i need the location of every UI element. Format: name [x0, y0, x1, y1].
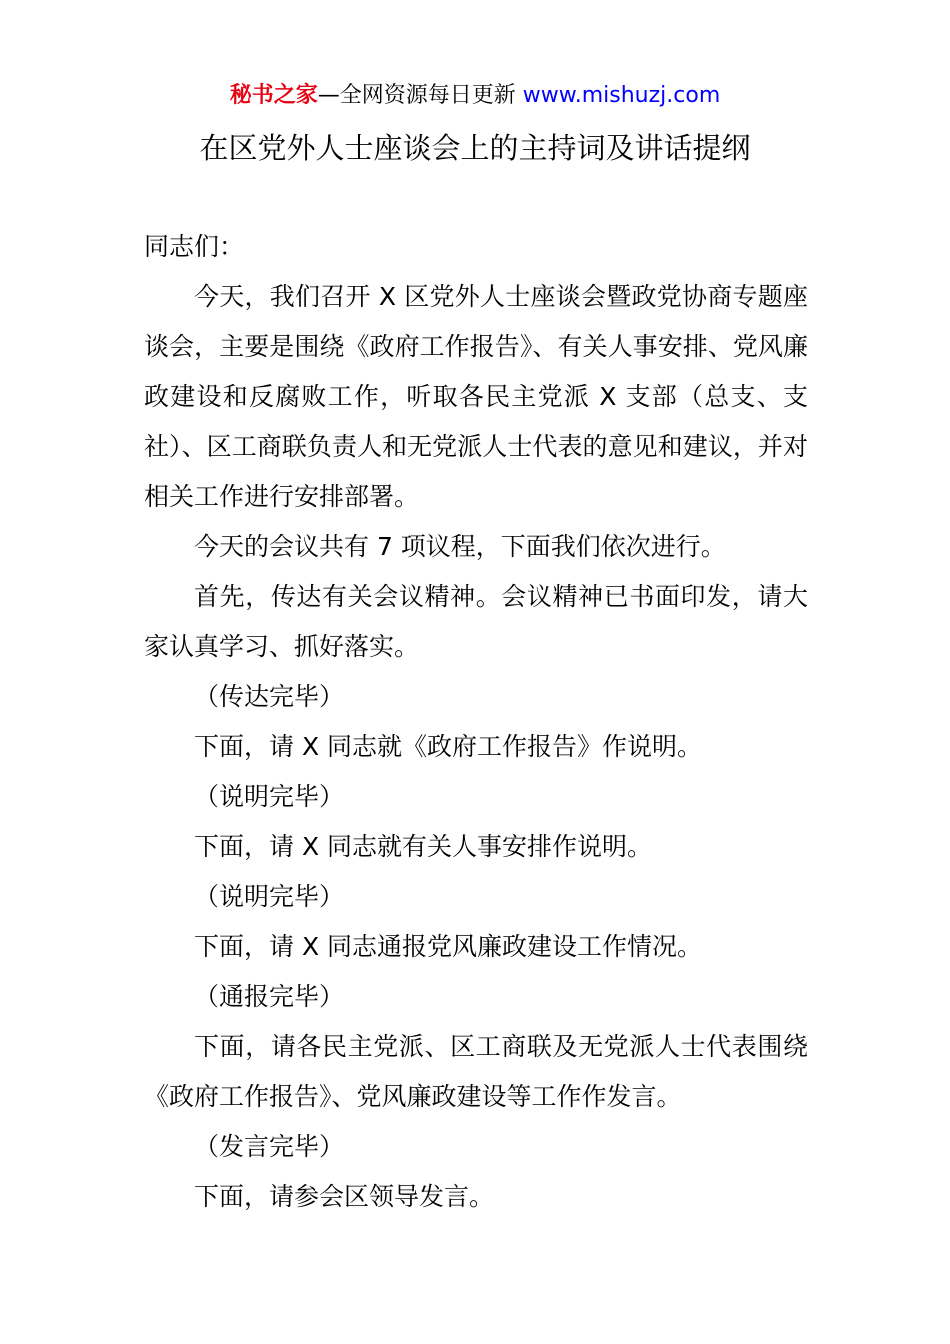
stage-note: （说明完毕） — [194, 782, 345, 811]
site-header — [0, 80, 950, 112]
stage-note: （发言完毕） — [194, 1132, 345, 1161]
paragraph: 首先，传达有关会议精神。会议精神已书面印发，请大家认真学习、抓好落实。 — [144, 582, 808, 661]
document-body — [144, 222, 808, 1222]
paragraph: 下面，请 X 同志就《政府工作报告》作说明。 — [194, 732, 703, 761]
paragraph: 下面，请 X 同志通报党风廉政建设工作情况。 — [194, 932, 703, 961]
site-brand: 秘书之家 — [229, 83, 318, 108]
paragraph: 下面，请参会区领导发言。 — [194, 1182, 495, 1211]
site-tagline: —全网资源每日更新 — [317, 83, 523, 108]
stage-note: （传达完毕） — [194, 682, 345, 711]
document-title: 在区党外人士座谈会上的主持词及讲话提纲 — [199, 131, 751, 165]
paragraph: 下面，请各民主党派、区工商联及无党派人士代表围绕《政府工作报告》、党风廉政建设等工作作发言。 — [144, 1032, 808, 1111]
stage-note: （通报完毕） — [194, 982, 345, 1011]
paragraph: 下面，请 X 同志就有关人事安排作说明。 — [194, 832, 653, 861]
paragraph: 今天的会议共有 7 项议程，下面我们依次进行。 — [194, 532, 726, 561]
stage-note: （说明完毕） — [194, 882, 345, 911]
paragraph: 今天，我们召开 X 区党外人士座谈会暨政党协商专题座谈会，主要是围绕《政府工作报告》、有关人事安排、党风廉政建设和反腐败工作，听取各民主党派 X 支部（总支、支社）、区工商联负责人和无党派人士代表的意见和建议，并对相关工作进行安排部署。 — [144, 282, 808, 511]
salutation: 同志们： — [144, 232, 245, 261]
site-url-link[interactable]: www.mishuzj.com — [522, 83, 721, 108]
